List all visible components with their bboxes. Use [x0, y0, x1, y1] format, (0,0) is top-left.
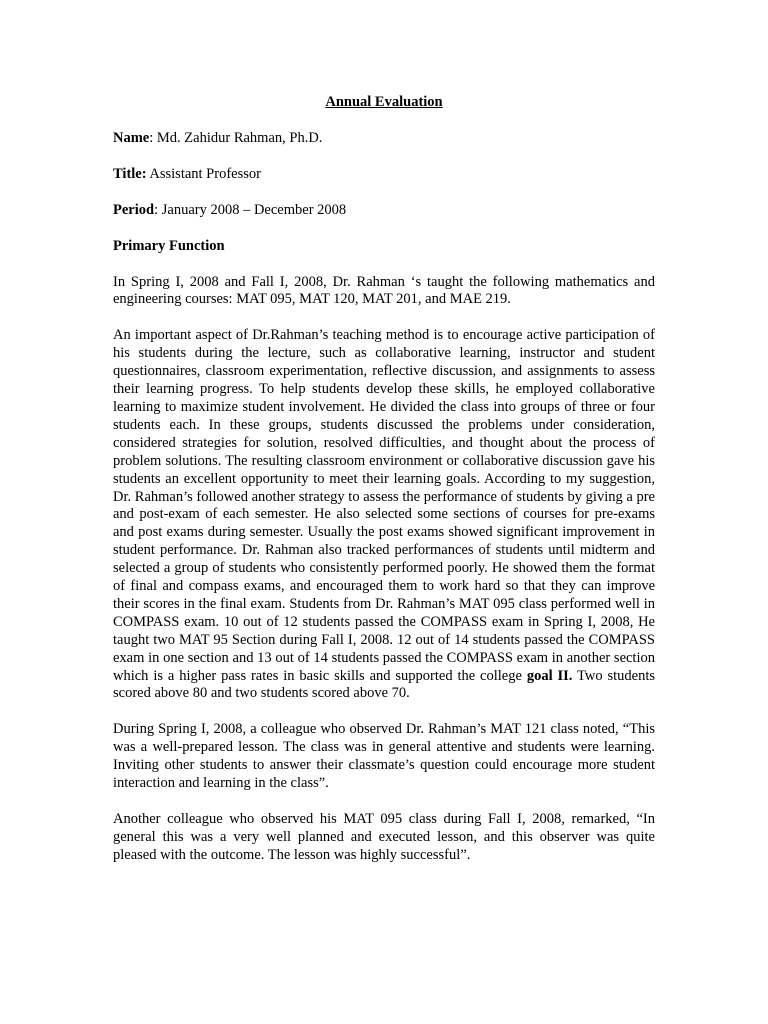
- title-value: Assistant Professor: [149, 165, 261, 182]
- document-body: [113, 94, 655, 883]
- name-separator: :: [149, 129, 157, 146]
- name-value: Md. Zahidur Rahman, Ph.D.: [156, 129, 323, 146]
- title-field: [113, 166, 655, 184]
- paragraph-teaching-method-end: Two students scored above 80 and two students scored above 70.: [113, 667, 655, 702]
- document-title: Annual Evaluation: [325, 94, 443, 110]
- paragraph-teaching-method-text: An important aspect of Dr.Rahman’s teaching method is to encourage active participation of his students during the lecture, such as collaborative learning, instructor and student questionnaires, classroom experimentation, reflective discussion, and assignments to assess their learning progress. To help students develop these skills, he employed collaborative learning to maximize student involvement. He divided the class into groups of three or four students each. In these groups, students discussed the problems under consideration, considered strategies for solution, resolved difficulties, and thought about the process of problem solutions. The resulting classroom environment or collaborative discussion gave his students an excellent opportunity to meet their learning goals. According to my suggestion, Dr. Rahman’s followed another strategy to assess the performance of students by giving a pre and post-exam of each semester. He also selected some sections of courses for pre-exams and post exams during semester. Usually the post exams showed significant improvement in student performance. Dr. Rahman also tracked performances of students until midterm and selected a group of students who consistently performed poorly. He showed them the format of final and compass exams, and encouraged them to work hard so that they can improve their scores in the final exam. Students from Dr. Rahman’s MAT 095 class performed well in COMPASS exam. 10 out of 12 students passed the COMPASS exam in Spring I, 2008, He taught two MAT 95 Section during Fall I, 2008. 12 out of 14 students passed the COMPASS exam in one section and 13 out of 14 students passed the COMPASS exam in another section which is a higher pass rates in basic skills and supported the college: [113, 327, 655, 684]
- period-value: January 2008 – December 2008: [161, 201, 347, 218]
- section-heading: Primary Function: [113, 237, 225, 254]
- period-separator: :: [154, 201, 162, 218]
- paragraph-courses: In Spring I, 2008 and Fall I, 2008, Dr. Rahman ‘s taught the following mathematics and engineering courses: MAT 095, MAT 120, MAT 201, and MAE 219.: [113, 273, 655, 308]
- paragraph-teaching-method: [113, 327, 655, 703]
- goal-emphasis: goal II.: [526, 667, 573, 684]
- period-label: Period: [113, 201, 155, 218]
- name-label: Name: [113, 129, 150, 146]
- period-field: [113, 202, 655, 220]
- name-field: [113, 130, 655, 148]
- title-label: Title:: [113, 165, 147, 182]
- paragraph-observation-spring: During Spring I, 2008, a colleague who observed Dr. Rahman’s MAT 121 class noted, “This was a well-prepared lesson. The class was in general attentive and students were learning. Inviting other students to answer their classmate’s question could encourage more student interaction and learning in the class”.: [113, 721, 655, 792]
- paragraph-observation-fall: Another colleague who observed his MAT 095 class during Fall I, 2008, remarked, “In general this was a very well planned and executed lesson, and this observer was quite pleased with the outcome. The lesson was highly successful”.: [113, 811, 655, 863]
